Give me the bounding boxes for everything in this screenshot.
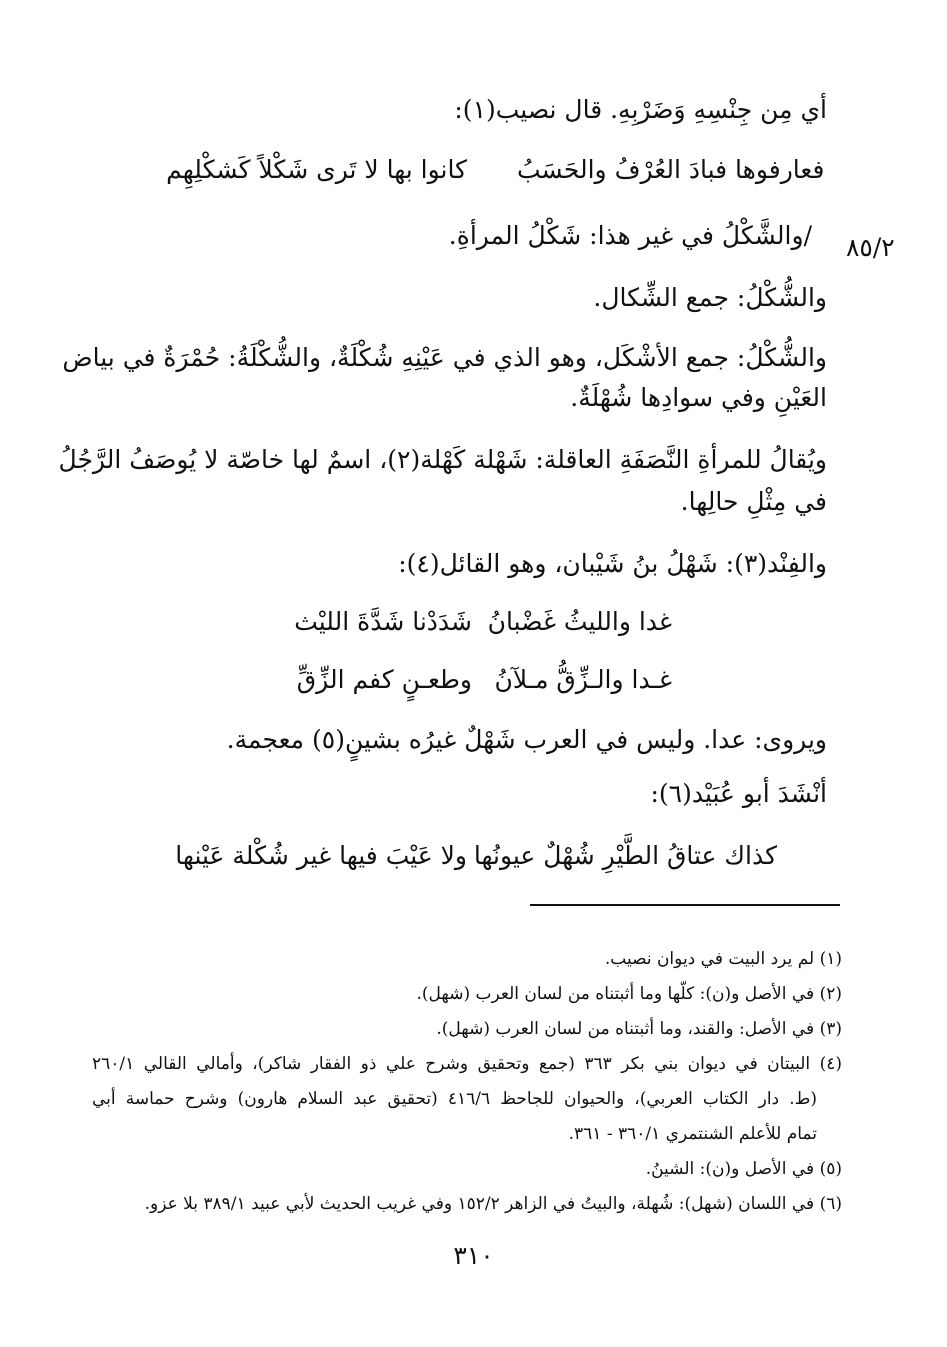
margin-reference: ٨٥/٢ <box>846 233 895 262</box>
verse-first-hemistich: كانوا بها لا تَرى شَكْلاً كَشكْلِهِم <box>166 155 467 184</box>
verse-second-hemistich: كذاك عتاقُ الطَّيْرِ شُهْلٌ عيونُها <box>473 841 777 870</box>
page-number: ٣١٠ <box>453 1241 494 1270</box>
footnote: (٣) في الأصل: والقند، وما أثبتناه من لسان العرب (شهل). <box>436 1019 842 1039</box>
paragraph-line: في مِثْلِ حالِها. <box>680 487 827 516</box>
footnote-continuation: تمام للأعلم الشنتمري ٣٦٠/١ - ٣٦١. <box>568 1124 817 1144</box>
footnote: (١) لم يرد البيت في ديوان نصيب. <box>604 949 842 969</box>
paragraph-line: ويُقالُ للمرأةِ النَّصَفَةِ العاقلة: شَهْلة كَهْلة(٢)، اسمٌ لها خاصّة لا يُوصَفُ الرَّجُلُ <box>58 445 827 474</box>
verse-second-hemistich: غـدا والـزِّقُّ مـلآنُ <box>494 665 672 694</box>
text-line: والفِنْد(٣): شَهْلُ بنُ شَيْبان، وهو القائل(٤): <box>398 549 827 578</box>
verse-first-hemistich: شَدَدْنا شَدَّةَ الليْث <box>294 607 472 636</box>
text-line: والشُّكْلُ: جمع الشِّكال. <box>593 283 827 312</box>
footnote: (٤) البيتان في ديوان بني بكر ٣٦٣ (جمع وتحقيق وشرح علي ذو الفقار شاكر)، وأمالي القالي ٢٦٠/١ <box>92 1054 842 1074</box>
verse-line <box>272 604 672 640</box>
text-line: /والشَّكْلُ في غير هذا: شَكْلُ المرأةِ. <box>448 221 812 250</box>
footnote: (٥) في الأصل و(ن): الشينُ. <box>645 1159 842 1179</box>
text-line: أنْشَدَ أبو عُبَيْد(٦): <box>650 779 827 808</box>
verse-first-hemistich: ولا عَيْبَ فيها غير شُكْلة عَيْنها <box>175 841 467 870</box>
footnote: (٢) في الأصل و(ن): كلّها وما أثبتناه من لسان العرب (شهل). <box>416 984 842 1004</box>
text-line: ويروى: عدا. وليس في العرب شَهْلٌ غيرُه بشينٍ(٥) معجمة. <box>226 725 827 754</box>
verse-second-hemistich: غدا والليثُ غَضْبانُ <box>487 607 672 636</box>
verse-line <box>272 662 672 698</box>
paragraph-line: والشُّكْلُ: جمع الأشْكَل، وهو الذي في عَيْنِهِ شُكْلَةٌ، والشُّكْلَةُ: حُمْرَةٌ في بياض <box>62 343 827 372</box>
verse-line <box>167 838 777 874</box>
footnote-continuation: (ط. دار الكتاب العربي)، والحيوان للجاحظ ٤١٦/٦ (تحقيق عبد السلام هارون) وشرح حماسة أبي <box>92 1089 817 1109</box>
text-line: أي مِن جِنْسِهِ وَضَرْبِهِ. قال نصيب(١): <box>454 95 827 124</box>
footnote-separator <box>530 904 840 906</box>
paragraph-line: العَيْنِ وفي سوادِها شُهْلَةٌ. <box>570 383 827 412</box>
verse-second-hemistich: فعارفوها فبادَ العُرْفُ والحَسَبُ <box>517 155 825 184</box>
footnote: (٦) في اللسان (شهل): شُهلة، والبيتُ في الزاهر ١٥٢/٢ وفي غريب الحديث لأبي عبيد ٣٨٩/١ بلا عزو. <box>144 1194 842 1214</box>
verse-line <box>152 152 827 188</box>
verse-first-hemistich: وطعـنٍ كفم الزِّقِّ <box>296 665 472 694</box>
